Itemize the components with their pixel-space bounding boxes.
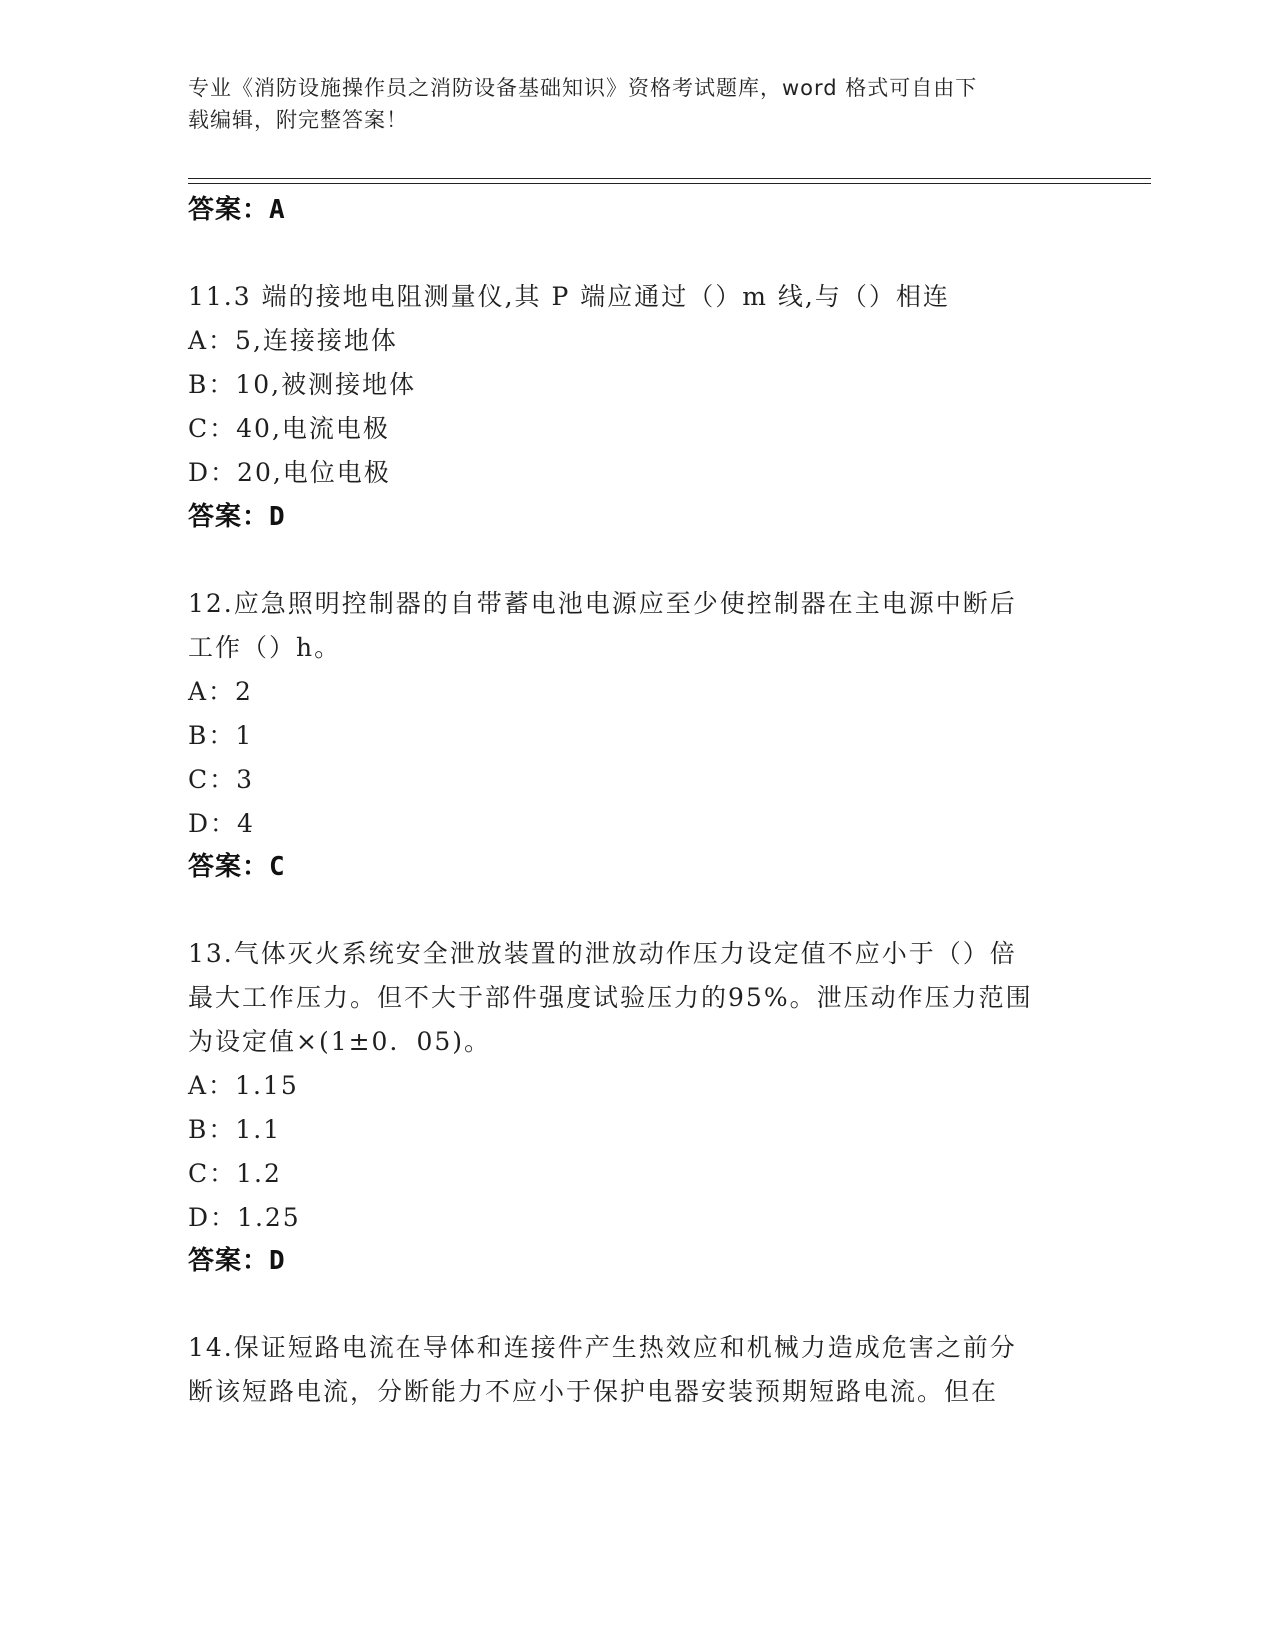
question-14-text-line-1: 14.保证短路电流在导体和连接件产生热效应和机械力造成危害之前分 [188, 1333, 1017, 1362]
answer-value: A [269, 195, 286, 225]
prev-answer [188, 193, 286, 227]
header-divider-top [188, 178, 1151, 179]
question-12-option-b: B：1 [188, 721, 254, 750]
question-13-text-line-1: 13.气体灭火系统安全泄放装置的泄放动作压力设定值不应小于（）倍 [188, 939, 1017, 968]
question-14-text-line-2: 断该短路电流，分断能力不应小于保护电器安装预期短路电流。但在 [188, 1377, 999, 1406]
answer-label: 答案： [188, 852, 270, 882]
question-11-answer [188, 500, 286, 534]
question-12-text-line-1: 12.应急照明控制器的自带蓄电池电源应至少使控制器在主电源中断后 [188, 589, 1017, 618]
question-13-text-line-2: 最大工作压力。但不大于部件强度试验压力的95%。泄压动作压力范围 [188, 983, 1033, 1012]
question-13-option-c: C：1.2 [188, 1159, 282, 1188]
question-11-option-b: B：10,被测接地体 [188, 370, 417, 399]
header-line-2: 载编辑，附完整答案！ [188, 108, 408, 132]
question-13-option-b: B：1.1 [188, 1115, 282, 1144]
header-divider-bottom [188, 183, 1151, 184]
answer-value: C [269, 852, 286, 882]
answer-label: 答案： [188, 195, 270, 225]
question-13-text-line-3: 为设定值×(1±0．05)。 [188, 1027, 492, 1056]
question-12-option-a: A：2 [188, 677, 253, 706]
question-13-option-a: A：1.15 [188, 1071, 299, 1100]
question-11-option-a: A：5,连接接地体 [188, 326, 398, 355]
header-line-1: 专业《消防设施操作员之消防设备基础知识》资格考试题库，word 格式可自由下 [188, 76, 978, 100]
document-header [188, 72, 1068, 136]
question-12-text-line-2: 工作（）h。 [188, 633, 342, 662]
answer-label: 答案： [188, 1246, 270, 1276]
question-12-option-d: D：4 [188, 809, 255, 838]
question-12-option-c: C：3 [188, 765, 255, 794]
answer-value: D [269, 1246, 286, 1276]
question-12-answer [188, 850, 286, 884]
answer-value: D [269, 502, 286, 532]
question-11-option-d: D：20,电位电极 [188, 458, 391, 487]
question-11-text: 11.3 端的接地电阻测量仪,其 P 端应通过（）m 线,与（）相连 [188, 282, 950, 311]
answer-label: 答案： [188, 502, 270, 532]
question-13-option-d: D：1.25 [188, 1203, 301, 1232]
question-11-option-c: C：40,电流电极 [188, 414, 390, 443]
question-13-answer [188, 1244, 286, 1278]
